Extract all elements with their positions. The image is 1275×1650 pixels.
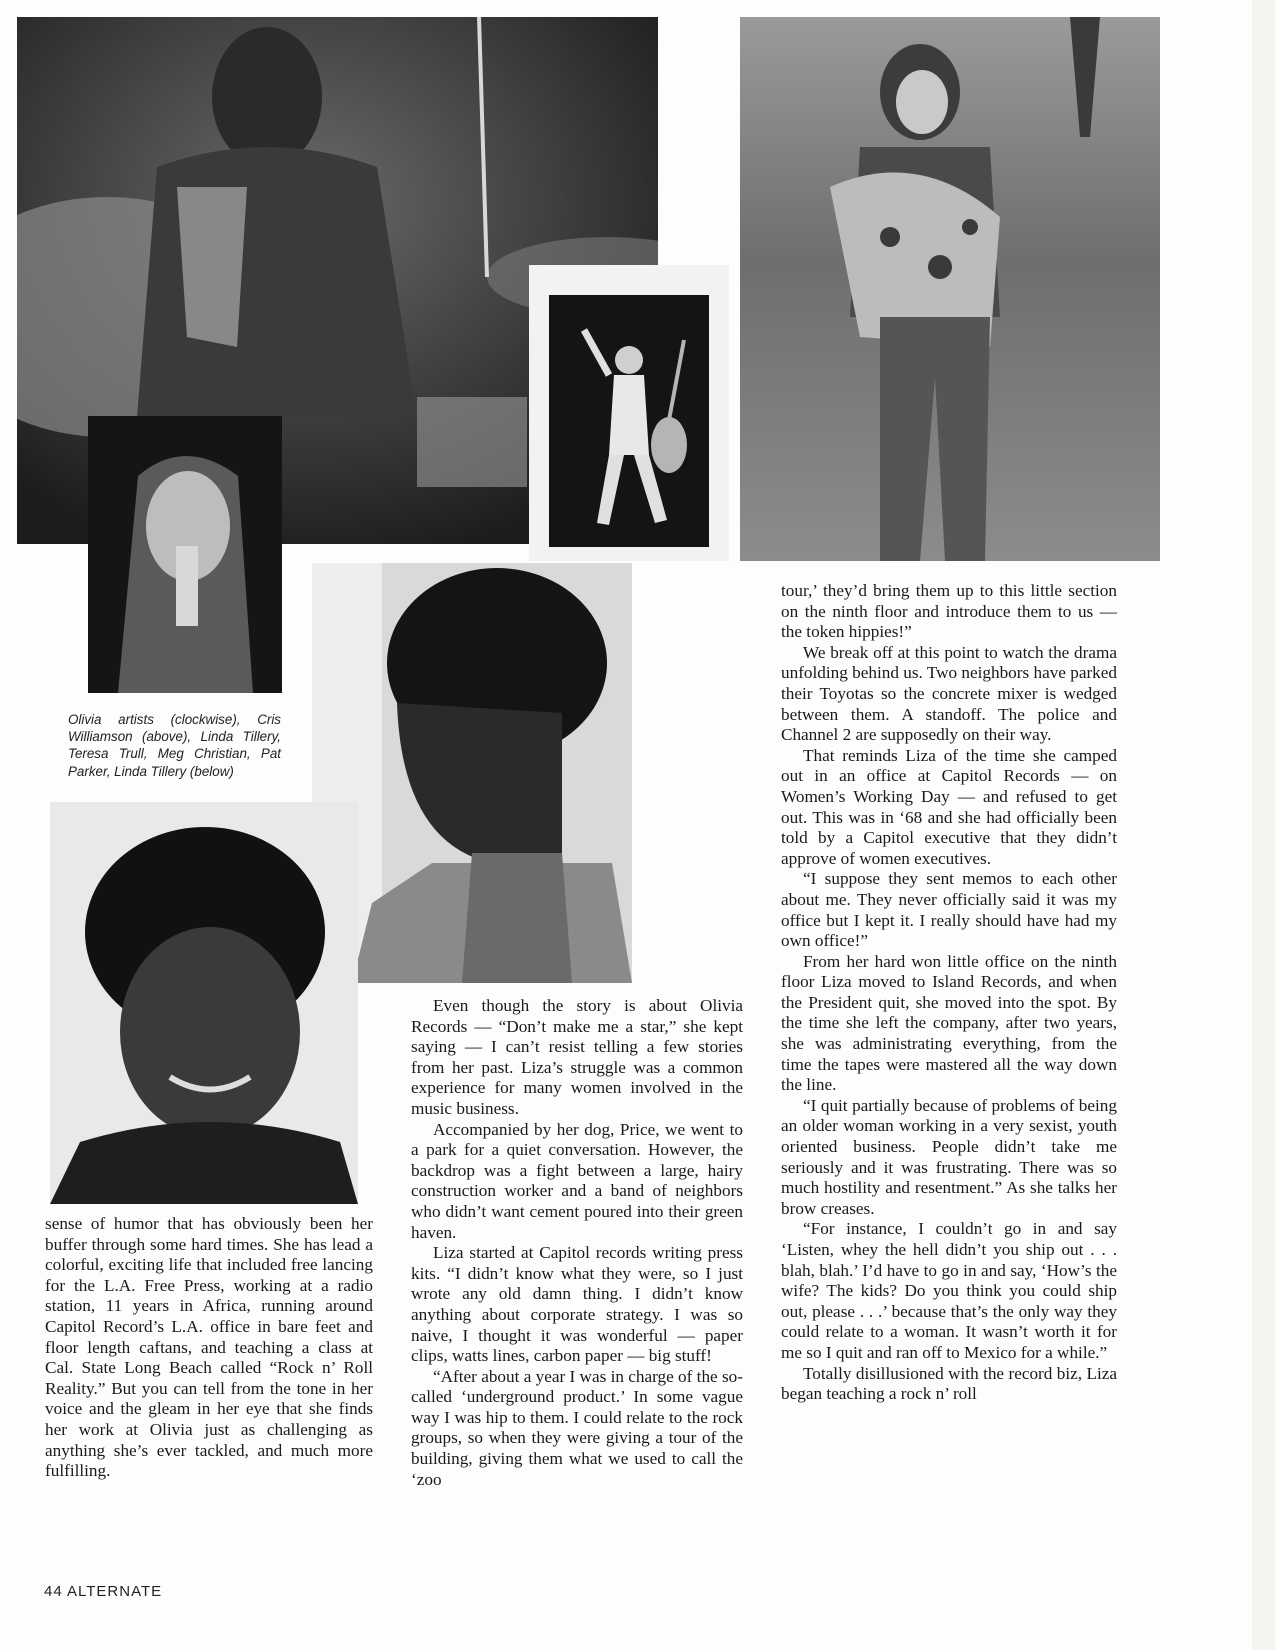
col2-paragraph-2: Accompanied by her dog, Price, we went to a park for a quiet conversation. However, the backdrop was a fight between a large, hairy construction worker and a band of neighbors who didn’t want cement poured into their green haven.	[411, 1119, 743, 1242]
col3-paragraph-6: “I quit partially because of problems of being an older woman working in a very sexist, youth oriented business. People didn’t take me seriously and it was frustrating. There was so much hostility and resentment.” As she talks her brow creases.	[781, 1095, 1117, 1218]
col3-paragraph-5: From her hard won little office on the ninth floor Liza moved to Island Records, and when the President quit, she moved into the spot. By the time she left the company, after two years, she was administrating everything, from the time the tapes were mastered all the way down the line.	[781, 951, 1117, 1095]
page-folio: 44 ALTERNATE	[44, 1583, 163, 1600]
singer-photo	[88, 416, 282, 693]
col2-paragraph-1: Even though the story is about Olivia Records — “Don’t make me a star,” she kept saying — I can’t resist telling a few stories from her past. Liza’s struggle was a common experience for many women involved in the music business.	[411, 996, 743, 1118]
col3-paragraph-1: tour,’ they’d bring them up to this little section on the ninth floor and introduce them to us — the token hippies!”	[781, 581, 1117, 642]
profile-portrait-photo	[312, 563, 632, 983]
col1-paragraph-1: sense of humor that has obviously been her buffer through some hard times. She has lead a colorful, exciting life that included free lancing for the L.A. Free Press, working at a radio station, 11 years in Africa, running around Capitol Record’s L.A. office in bare feet and floor length caftans, and teaching a class at Cal. State Long Beach called “Rock n’ Roll Reality.” But you can tell from the tone in her voice and the gleam in her eye that she finds her work at Olivia just as challenging as anything she’s ever tackled, and much more fulfilling.	[45, 1214, 373, 1481]
col3-paragraph-3: That reminds Liza of the time she camped out in an office at Capitol Records — on Women’s Working Day — and refused to get out. This was in ‘68 and she had officially been told by a Capitol executive that they didn’t approve of women executives.	[781, 745, 1117, 868]
smiling-woman-photo	[50, 802, 358, 1204]
article-column-1	[45, 1214, 373, 1482]
article-column-2	[411, 996, 743, 1490]
col2-paragraph-4: “After about a year I was in charge of the so-called ‘underground product.’ In some vague way I was hip to them. I could relate to the rock groups, so when they were giving a tour of the building, giving them what we used to call the ‘zoo	[411, 1366, 743, 1489]
col3-paragraph-7: “For instance, I couldn’t go in and say ‘Listen, whey the hell didn’t you ship out . . . blah, blah.’ I’d have to go in and say, ‘How’s the wife? The kids? Do you think you could ship out, please . . .’ because that’s the only way they could relate to a woman. It wasn’t worth it for me so I quit and ran off to Mexico for a while.”	[781, 1219, 1117, 1362]
guitarist-photo	[529, 265, 729, 561]
col2-paragraph-3: Liza started at Capitol records writing press kits. “I didn’t know what they were, so I just wrote any old damn thing. I didn’t know anything about corporate strategy. I was so naive, I thought it was wonderful — paper clips, watts lines, carbon paper — big stuff!	[411, 1243, 743, 1366]
woman-with-dog-photo	[740, 17, 1160, 561]
page-edge-shadow	[1252, 0, 1275, 1650]
col3-paragraph-8: Totally disillusioned with the record biz, Liza began teaching a rock n’ roll	[781, 1363, 1117, 1404]
photo-caption: Olivia artists (clockwise), Cris Williamson (above), Linda Tillery, Teresa Trull, Meg Christian, Pat Parker, Linda Tillery (below)	[68, 712, 281, 779]
col3-paragraph-4: “I suppose they sent memos to each other about me. They never officially said it was my office but I kept it. I really should have had my own office!”	[781, 869, 1117, 951]
article-column-3	[781, 581, 1117, 1405]
col3-paragraph-2: We break off at this point to watch the drama unfolding behind us. Two neighbors have parked their Toyotas so the concrete mixer is wedged between them. A standoff. The police and Channel 2 are supposedly on their way.	[781, 642, 1117, 745]
